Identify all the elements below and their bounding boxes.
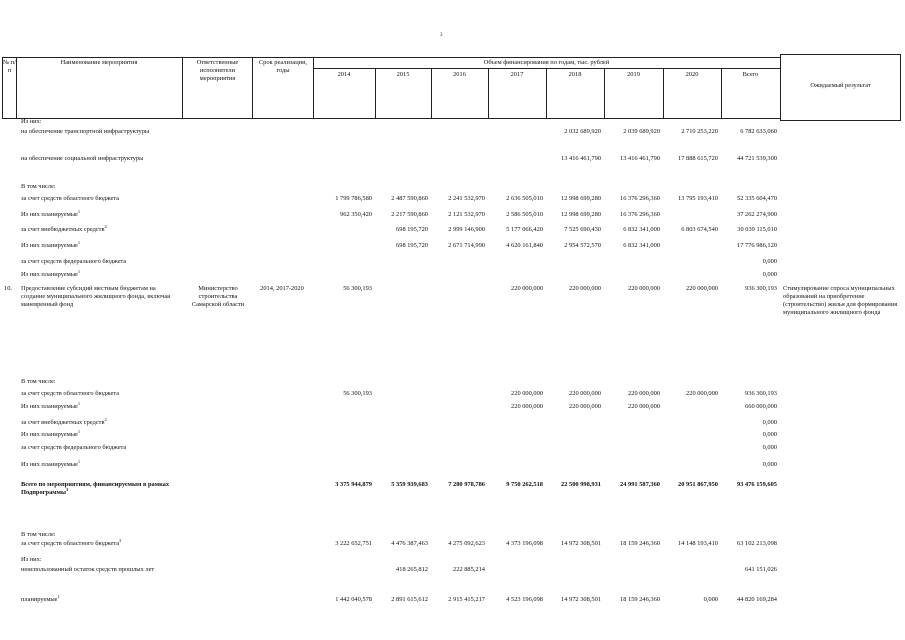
row-label: Из них планируемые$^1$: [21, 400, 81, 410]
cell-value: 7 525 690,430: [564, 226, 601, 233]
cell-value: 4 523 196,098: [506, 596, 543, 603]
cell-value: 220 000,000: [569, 285, 601, 292]
cell-value: 2 039 689,920: [623, 128, 660, 135]
cell-value: 220 000,000: [569, 390, 601, 397]
cell-value: 44 721 539,300: [737, 155, 777, 162]
header-col-result: Ожидаемый результат: [810, 82, 871, 89]
cell-value: 220 000,000: [628, 390, 660, 397]
cell-value: 4 373 196,098: [506, 540, 543, 547]
header-col-name: Наименование мероприятия: [60, 59, 138, 66]
header-year: 2018: [568, 71, 582, 78]
footnote-mark: 2: [104, 223, 107, 229]
row-label: Из них планируемые$^1$: [21, 458, 81, 468]
cell-value: 2 915 415,217: [448, 596, 485, 603]
cell-value: 63 102 213,098: [737, 540, 777, 547]
header-year: 2017: [510, 71, 524, 78]
cell-value: 698 195,720: [396, 242, 428, 249]
cell-value: 2 032 689,920: [564, 128, 601, 135]
cell-value: 220 000,000: [511, 403, 543, 410]
row-label: Предоставление субсидий местным бюджетам на создание муниципального жилищного фонда, включая маневренный фонд: [21, 285, 171, 308]
cell-value: 220 000,000: [511, 285, 543, 292]
cell-value: 0,000: [762, 461, 777, 468]
cell-value: 12 998 699,280: [561, 211, 601, 218]
cell-value: 14 972 308,501: [561, 540, 601, 547]
row-label: планируемые$^1$: [21, 593, 60, 603]
cell-value: 13 795 193,410: [678, 195, 718, 202]
cell-value: 641 151,026: [745, 566, 777, 573]
cell-value: 6 803 674,540: [681, 226, 718, 233]
cell-value: 14 972 308,501: [561, 596, 601, 603]
row-label: за счет средств областного бюджета$^3$: [21, 537, 122, 547]
header-year: 2015: [396, 71, 410, 78]
header-year: 2019: [627, 71, 640, 78]
row-label: Из них планируемые$^1$: [21, 208, 81, 218]
cell-value: 0,000: [762, 431, 777, 438]
cell-value: 2 121 532,970: [448, 211, 485, 218]
cell-value: 37 262 274,900: [737, 211, 777, 218]
row-label: за счет средств федерального бюджета: [21, 444, 127, 451]
cell-value: 22 500 998,931: [561, 481, 601, 488]
cell-value: 962 350,420: [340, 211, 372, 218]
cell-value: 2 891 615,612: [391, 596, 428, 603]
row-responsible: Министерство строительства Самарской области: [191, 285, 245, 308]
cell-value: 16 376 296,360: [620, 211, 660, 218]
cell-value: 2 586 505,010: [506, 211, 543, 218]
cell-value: 56 300,193: [343, 390, 372, 397]
cell-value: 9 750 262,518: [506, 481, 543, 488]
row-label: Из них планируемые$^1$: [21, 239, 81, 249]
footnote-mark: 1: [77, 428, 81, 434]
cell-value: 1 442 040,578: [335, 596, 372, 603]
row-label: Из них:: [21, 556, 42, 563]
cell-value: 0,000: [703, 596, 718, 603]
header-col-financing: Объем финансирования по годам, тыс. рублей: [483, 59, 610, 66]
header-year: 2014: [337, 71, 351, 78]
cell-value: 936 300,193: [745, 390, 777, 397]
cell-value: 0,000: [762, 444, 777, 451]
page-number: 3: [440, 33, 443, 38]
row-label: Из них планируемые$^1$: [21, 428, 81, 438]
cell-value: 2 241 532,970: [448, 195, 485, 202]
header-col-number: № п/п: [3, 59, 16, 74]
cell-value: 6 832 341,000: [623, 226, 660, 233]
cell-value: 30 039 115,010: [737, 226, 777, 233]
cell-value: 6 832 341,000: [623, 242, 660, 249]
cell-value: 20 951 867,950: [678, 481, 718, 488]
row-label: за счет средств областного бюджета: [21, 390, 120, 397]
footnote-mark: 1: [77, 268, 81, 274]
cell-value: 220 000,000: [686, 390, 718, 397]
row-label: на обеспечение социальной инфраструктуры: [21, 155, 144, 162]
col-divider: [182, 57, 183, 118]
cell-value: 4 275 092,623: [448, 540, 485, 547]
cell-value: 24 991 587,360: [620, 481, 660, 488]
header-year: Всего: [742, 71, 759, 78]
row-label: В том числе:: [21, 378, 56, 385]
cell-value: 52 335 604,470: [737, 195, 777, 202]
row-label: неиспользованный остаток средств прошлых лет: [21, 566, 155, 573]
cell-value: 4 620 161,840: [506, 242, 543, 249]
cell-value: 13 416 461,790: [561, 155, 601, 162]
header-year: 2016: [453, 71, 466, 78]
cell-value: 660 000,000: [745, 403, 777, 410]
cell-value: 222 885,214: [453, 566, 485, 573]
cell-value: 3 375 944,879: [335, 481, 372, 488]
footnote-mark: 1: [57, 593, 60, 599]
header-year: 2020: [685, 71, 699, 78]
cell-value: 4 476 387,463: [391, 540, 428, 547]
row-expected-result: Стимулирование спроса муниципальных образований на приобретение (строительство) жилья для формирования муниципального жилищного фонда: [783, 285, 898, 316]
footnote-mark: 3: [119, 537, 122, 543]
cell-value: 44 820 169,284: [737, 596, 777, 603]
row-label: за счет средств федерального бюджета: [21, 258, 127, 265]
header-col-responsible: Ответственные исполнители мероприятия: [196, 59, 239, 82]
cell-value: 418 265,812: [396, 566, 428, 573]
row-label: за счет средств областного бюджета: [21, 195, 120, 202]
cell-value: 14 148 193,410: [678, 540, 718, 547]
footnote-mark: 2: [104, 416, 107, 422]
cell-value: 220 000,000: [628, 285, 660, 292]
cell-value: 56 300,193: [343, 285, 372, 292]
cell-value: 13 416 461,790: [620, 155, 660, 162]
row-label: Из них:: [21, 118, 42, 125]
row-label: за счет внебюджетных средств$^2$: [21, 223, 107, 233]
cell-value: 220 000,000: [686, 285, 718, 292]
header-col-term: Срок реализации, годы: [258, 59, 308, 74]
cell-value: 6 782 633,060: [740, 128, 777, 135]
cell-value: 17 888 615,720: [678, 155, 718, 162]
cell-value: 0,000: [762, 258, 777, 265]
cell-value: 2 636 505,010: [506, 195, 543, 202]
cell-value: 5 177 066,420: [506, 226, 543, 233]
cell-value: 1 799 786,580: [335, 195, 372, 202]
row-term: 2014, 2017-2020: [260, 285, 304, 292]
row-label: Из них планируемые$^1$: [21, 268, 81, 278]
cell-value: 16 376 296,360: [620, 195, 660, 202]
cell-value: 936 300,193: [745, 285, 777, 292]
row-label: на обеспечение транспортной инфраструктуры: [21, 128, 150, 135]
cell-value: 3 222 652,751: [335, 540, 372, 547]
cell-value: 7 280 978,786: [448, 481, 485, 488]
row-number: 10.: [4, 285, 12, 292]
cell-value: 2 954 572,570: [564, 242, 601, 249]
cell-value: 2 487 590,860: [391, 195, 428, 202]
header-bottom-border-result: [780, 120, 901, 121]
cell-value: 5 359 939,683: [391, 481, 428, 488]
table-top-border: [2, 57, 781, 58]
cell-value: 18 159 246,360: [620, 596, 660, 603]
cell-value: 2 999 146,900: [448, 226, 485, 233]
row-label: за счет внебюджетных средств$^2$: [21, 416, 107, 426]
table-top-border-result: [780, 54, 901, 55]
cell-value: 220 000,000: [511, 390, 543, 397]
cell-value: 12 998 699,280: [561, 195, 601, 202]
footnote-mark: 1: [77, 458, 81, 464]
cell-value: 2 710 253,220: [681, 128, 718, 135]
row-label: Всего по мероприятиям, финансируемым в рамках Подпрограммы$^3$: [21, 481, 170, 496]
cell-value: 2 671 714,990: [448, 242, 485, 249]
cell-value: 18 159 246,360: [620, 540, 660, 547]
footnote-mark: 1: [77, 208, 81, 214]
col-divider: [900, 54, 901, 120]
row-label: В том числе:: [21, 531, 56, 538]
cell-value: 0,000: [762, 419, 777, 426]
cell-value: 2 217 590,860: [391, 211, 428, 218]
cell-value: 698 195,720: [396, 226, 428, 233]
footnote-mark: 1: [77, 400, 81, 406]
footnote-mark: 3: [66, 486, 69, 492]
cell-value: 17 776 986,120: [737, 242, 777, 249]
cell-value: 220 000,000: [569, 403, 601, 410]
footnote-mark: 1: [77, 239, 81, 245]
cell-value: 93 476 159,605: [737, 481, 777, 488]
row-label: В том числе:: [21, 183, 56, 190]
cell-value: 0,000: [762, 271, 777, 278]
cell-value: 220 000,000: [628, 403, 660, 410]
